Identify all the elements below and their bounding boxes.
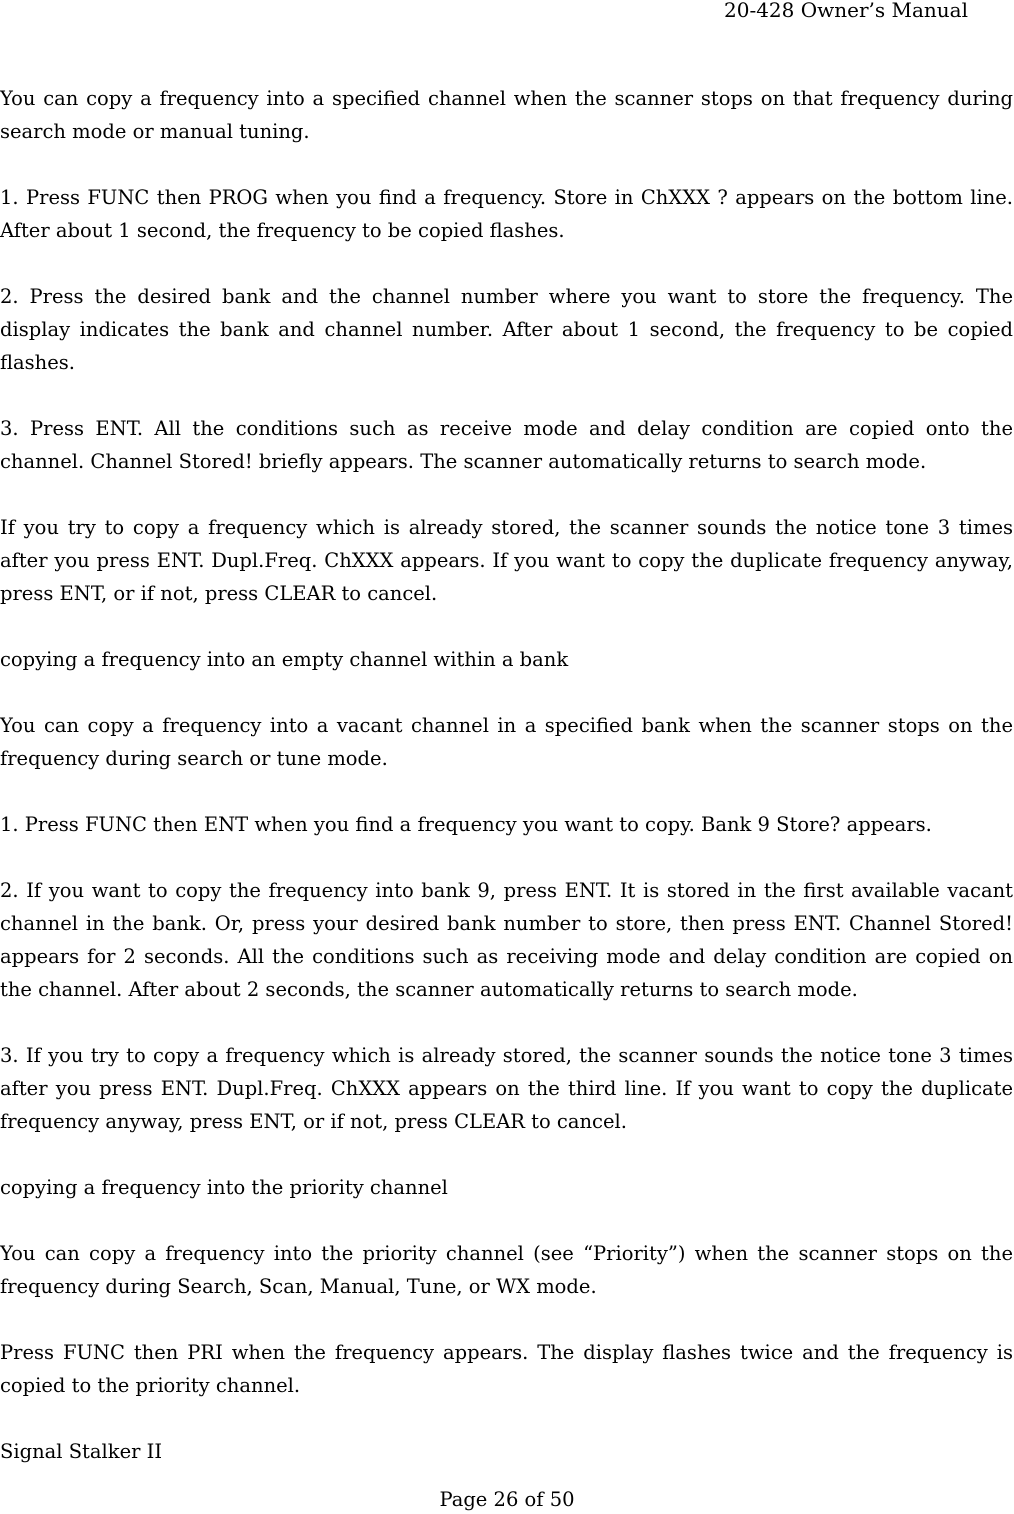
empty-channel-step-3-paragraph: 3. If you try to copy a frequency which is already stored, the scanner sounds the notice tone 3 times after you press ENT. Dupl.Freq. ChXXX appears on the third line. If you want to copy the duplicate frequency anyway, press ENT, or if not, press CLEAR to cancel. xyxy=(0,1044,1013,1133)
section-heading-signal-stalker: Signal Stalker II xyxy=(0,1440,163,1463)
section-heading-priority-channel: copying a frequency into the priority channel xyxy=(0,1176,448,1199)
duplicate-note-paragraph: If you try to copy a frequency which is already stored, the scanner sounds the notice tone 3 times after you press ENT. Dupl.Freq. ChXXX appears. If you want to copy the duplicate frequency anyway, press ENT, or if not, press CLEAR to cancel. xyxy=(0,516,1013,605)
priority-intro-paragraph: You can copy a frequency into the priority channel (see “Priority”) when the scanner stops on the frequency during Search, Scan, Manual, Tune, or WX mode. xyxy=(0,1242,1013,1298)
empty-channel-step-1-paragraph: 1. Press FUNC then ENT when you find a frequency you want to copy. Bank 9 Store? appears. xyxy=(0,813,932,836)
priority-step-paragraph: Press FUNC then PRI when the frequency appears. The display flashes twice and the frequency is copied to the priority channel. xyxy=(0,1341,1013,1397)
document-body xyxy=(0,82,1013,1468)
intro-paragraph: You can copy a frequency into a specified channel when the scanner stops on that frequency during search mode or manual tuning. xyxy=(0,87,1013,143)
step-3-paragraph: 3. Press ENT. All the conditions such as receive mode and delay condition are copied onto the channel. Channel Stored! briefly appears. The scanner automatically returns to search mode. xyxy=(0,417,1013,473)
step-1-paragraph: 1. Press FUNC then PROG when you find a frequency. Store in ChXXX ? appears on the bottom line. After about 1 second, the frequency to be copied flashes. xyxy=(0,186,1013,242)
step-2-paragraph: 2. Press the desired bank and the channel number where you want to store the frequency. The display indicates the bank and channel number. After about 1 second, the frequency to be copied flashes. xyxy=(0,285,1013,374)
document-header: 20-428 Owner’s Manual xyxy=(724,0,968,22)
page-number: Page 26 of 50 xyxy=(439,1488,575,1511)
empty-channel-step-2-paragraph: 2. If you want to copy the frequency into bank 9, press ENT. It is stored in the first available vacant channel in the bank. Or, press your desired bank number to store, then press ENT. Channel Stored! appears for 2 seconds. All the conditions such as receiving mode and delay condition are copied on the channel. After about 2 seconds, the scanner automatically returns to search mode. xyxy=(0,879,1013,1001)
section-heading-empty-channel: copying a frequency into an empty channel within a bank xyxy=(0,648,569,671)
empty-channel-intro-paragraph: You can copy a frequency into a vacant channel in a specified bank when the scanner stops on the frequency during search or tune mode. xyxy=(0,714,1013,770)
